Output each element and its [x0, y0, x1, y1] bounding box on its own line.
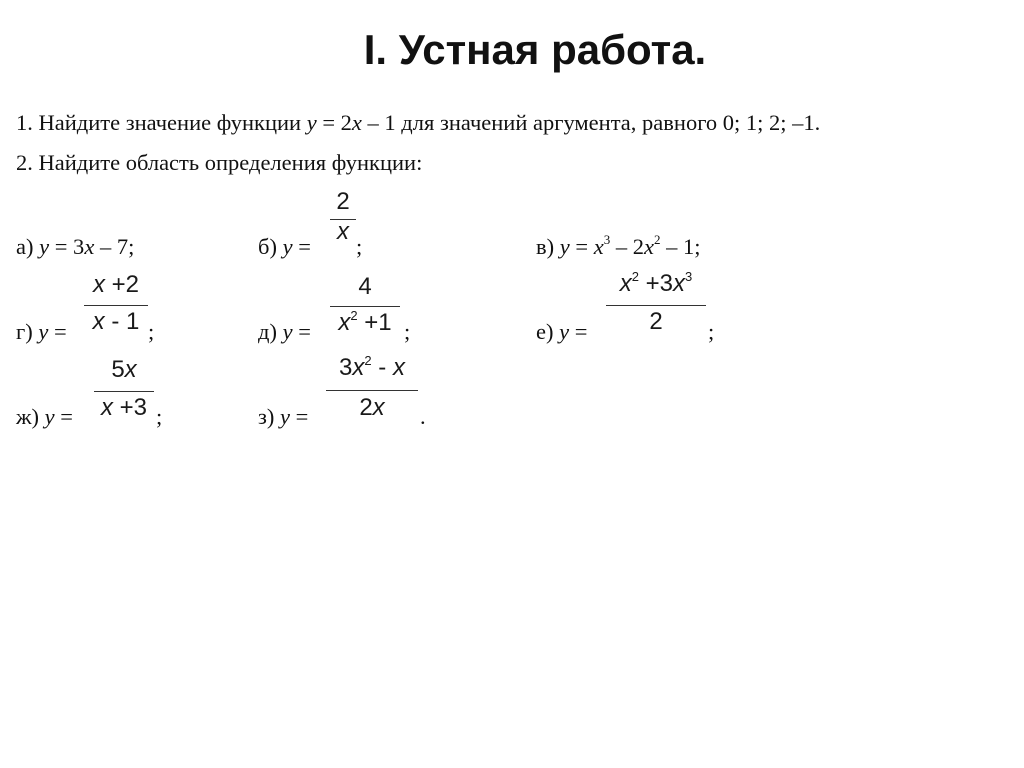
item-g-y: y — [38, 319, 49, 344]
item-e-num-power-2: 3 — [685, 269, 693, 284]
item-v-x2: x — [643, 234, 654, 259]
page-title: I. Устная работа. — [363, 26, 707, 73]
item-b-label: б) — [258, 234, 283, 259]
item-zh-num-x: x — [124, 356, 137, 383]
item-zh-fraction — [94, 356, 154, 430]
item-b-den-x: x — [337, 218, 349, 245]
item-d-eq: = — [292, 319, 311, 344]
item-a-x: x — [84, 234, 95, 259]
task-1-suffix: – 1 для значений аргумента, равного 0; 1; 2; –1. — [361, 110, 821, 135]
item-g-denominator — [84, 308, 148, 336]
item-b — [258, 234, 311, 260]
item-g-num-rest: +2 — [104, 271, 140, 298]
item-e-fraction — [606, 270, 706, 344]
task-1-prefix: 1. Найдите значение функции — [16, 110, 307, 135]
item-d-den-x: x — [338, 309, 351, 336]
item-g-fraction-bar — [84, 305, 148, 306]
item-e-num-power-1: 2 — [631, 269, 639, 284]
item-d-den-rest: +1 — [357, 309, 392, 336]
item-e — [536, 319, 587, 345]
item-v-power-2: 2 — [653, 232, 661, 247]
item-zh-y: y — [44, 404, 55, 429]
item-e-num-x1: x — [619, 270, 632, 297]
item-zh-numerator — [94, 356, 154, 384]
item-z-num-coef: 3 — [339, 354, 353, 381]
item-b-end: ; — [356, 234, 363, 259]
item-v-x1: x — [593, 234, 604, 259]
item-z-label: з) — [258, 404, 281, 429]
item-g-den-rest: - 1 — [104, 308, 140, 335]
item-z-eq: = — [290, 404, 309, 429]
item-b-eq: = — [292, 234, 311, 259]
item-z-numerator — [326, 354, 418, 382]
item-zh — [16, 404, 73, 430]
item-b-y: y — [282, 234, 293, 259]
item-z — [258, 404, 308, 430]
item-v-label: в) — [536, 234, 560, 259]
item-d-fraction-bar — [330, 306, 400, 307]
item-z-num-x1: x — [352, 354, 365, 381]
item-d-den-power: 2 — [350, 308, 358, 323]
item-d-label: д) — [258, 319, 283, 344]
item-a-y: y — [39, 234, 50, 259]
item-a-label: а) — [16, 234, 40, 259]
item-a — [16, 234, 134, 260]
item-v-mid: – 2 — [610, 234, 644, 259]
item-g-num-x: x — [92, 271, 105, 298]
item-e-fraction-bar — [606, 305, 706, 306]
item-zh-num-coef: 5 — [111, 356, 125, 383]
item-b-denominator — [330, 218, 356, 246]
item-v — [536, 234, 700, 260]
item-e-numerator — [606, 270, 706, 298]
item-e-num-mid: +3 — [638, 270, 674, 297]
item-z-den-x: x — [372, 394, 385, 421]
item-g — [16, 319, 67, 345]
item-z-num-mid: - — [371, 354, 393, 381]
item-e-denominator: 2 — [649, 308, 663, 335]
item-g-eq: = — [48, 319, 67, 344]
item-d — [258, 319, 311, 345]
item-z-num-x2: x — [392, 354, 405, 381]
item-z-denominator — [326, 394, 418, 422]
item-z-den-coef: 2 — [359, 394, 373, 421]
item-d-end: ; — [404, 319, 411, 344]
task-1-var-x: x — [351, 110, 362, 135]
item-zh-den-x: x — [100, 394, 113, 421]
item-b-numerator: 2 — [336, 188, 350, 215]
item-zh-eq: = — [54, 404, 73, 429]
item-z-y: y — [280, 404, 291, 429]
item-a-eq: = 3 — [49, 234, 85, 259]
item-a-rest: – 7; — [94, 234, 135, 259]
item-v-y: y — [559, 234, 570, 259]
item-z-fraction — [326, 354, 418, 430]
item-zh-denominator — [94, 394, 154, 422]
item-g-numerator — [84, 271, 148, 299]
item-z-fraction-bar — [326, 390, 418, 391]
task-1 — [16, 110, 820, 136]
item-zh-den-rest: +3 — [112, 394, 148, 421]
item-v-rest: – 1; — [660, 234, 701, 259]
task-1-var-y: y — [306, 110, 317, 135]
item-zh-end: ; — [156, 404, 163, 429]
item-z-num-power: 2 — [364, 353, 372, 368]
item-g-end: ; — [148, 319, 155, 344]
item-zh-label: ж) — [16, 404, 45, 429]
task-1-eq: = 2 — [316, 110, 352, 135]
item-e-end: ; — [708, 319, 715, 344]
item-e-y: y — [559, 319, 570, 344]
item-g-fraction — [84, 271, 148, 343]
item-e-eq: = — [569, 319, 588, 344]
item-e-num-x2: x — [673, 270, 686, 297]
item-d-denominator — [330, 309, 400, 337]
item-b-fraction — [330, 188, 356, 258]
item-v-power-1: 3 — [603, 232, 611, 247]
item-d-y: y — [282, 319, 293, 344]
item-d-numerator: 4 — [358, 273, 372, 300]
item-g-label: г) — [16, 319, 39, 344]
item-e-label: е) — [536, 319, 560, 344]
item-g-den-x: x — [92, 308, 105, 335]
item-d-fraction — [330, 273, 400, 345]
item-v-eq: = — [569, 234, 594, 259]
task-2: 2. Найдите область определения функции: — [16, 150, 423, 175]
item-zh-fraction-bar — [94, 391, 154, 392]
item-z-end: . — [420, 404, 426, 429]
